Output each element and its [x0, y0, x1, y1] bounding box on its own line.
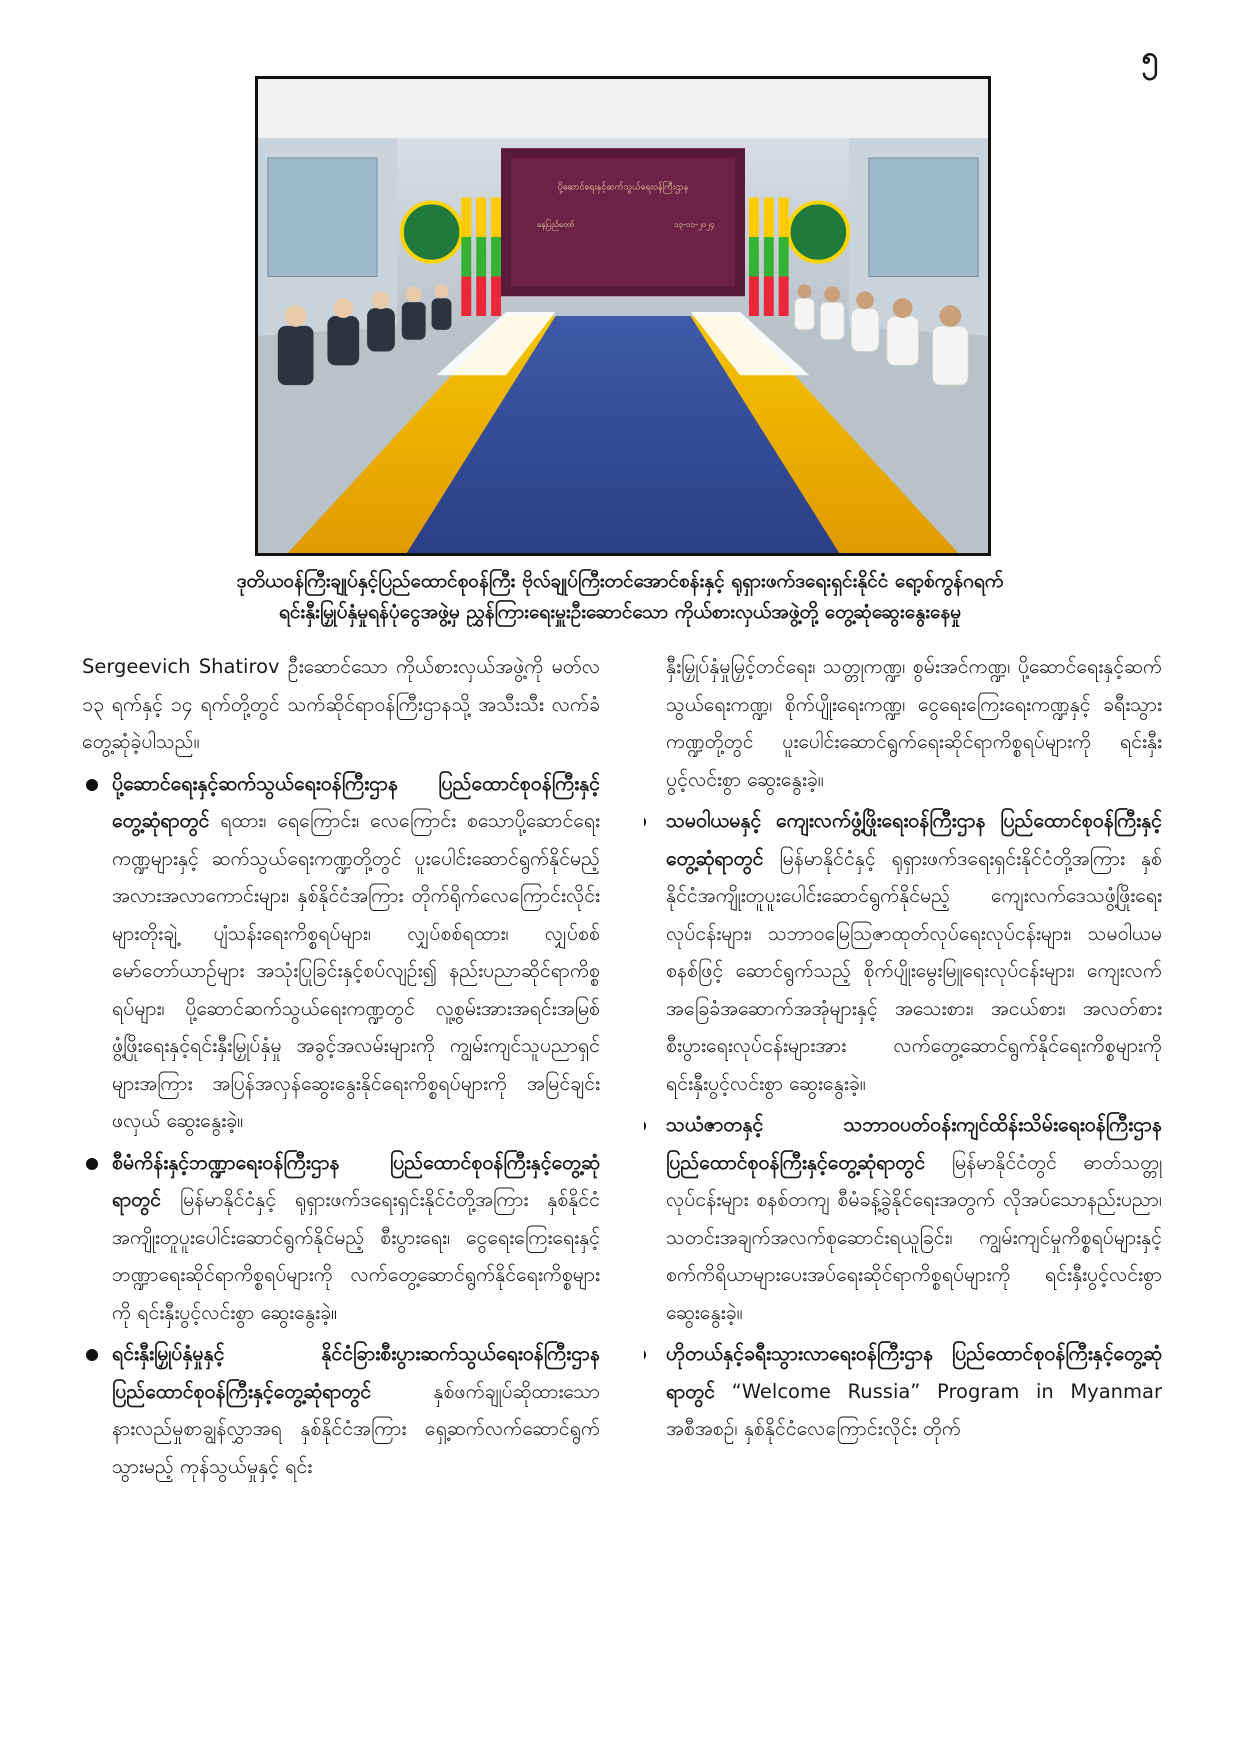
list-item	[644, 1335, 1162, 1448]
bullet-icon	[644, 1349, 646, 1361]
continued-paragraph: နှီးမြှုပ်နှံမှုမြှင့်တင်ရေး၊ သတ္တုကဏ္ဍ၊ စွမ်းအင်ကဏ္ဍ၊ ပို့ဆောင်ရေးနှင့်ဆက်သွယ်ရေးကဏ္ဍ၊ စိုက်ပျိုးရေးကဏ္ဍ၊ ငွေရေးကြေးရေးကဏ္ဍနှင့် ခရီးသွားကဏ္ဍတို့တွင် ပူးပေါင်းဆောင်ရွက်ရေးဆိုင်ရာကိစ္စရပ်များကို ရင်းနှီးပွင့်လင်းစွာ ဆွေးနွေးခဲ့။	[666, 655, 1162, 791]
item-body: “Welcome Russia” Program in Myanmar အစီအစဉ်၊ နှစ်နိုင်ငံလေကြောင်းလိုင်း တိုက်	[666, 1379, 1162, 1440]
bullet-icon	[644, 816, 646, 828]
banner-date: ၁၃-၁၁-၂၀၂၄	[674, 220, 715, 230]
item-body: နှစ်ဖက်ချုပ်ဆိုထားသော နားလည်မှုစာချွန်လွှာအရ နှစ်နိုင်ငံအကြား ရှေ့ဆက်လက်ဆောင်ရွက်သွားမည့် ကုန်သွယ်မှုနှင့် ရင်း	[112, 1379, 600, 1478]
bullet-icon	[644, 1120, 646, 1132]
caption-line-1: ဒုတိယဝန်ကြီးချုပ်နှင့်ပြည်ထောင်စုဝန်ကြီး ဗိုလ်ချုပ်ကြီးတင်အောင်စန်းနှင့် ရုရှားဖက်ဒရေးရှင်းနိုင်ငံ ရော့စ်ကွန်ဂရက်	[236, 570, 1004, 592]
item-lead: ရင်းနှီးမြှုပ်နှံမှုနှင့် နိုင်ငံခြားစီးပွားဆက်သွယ်ရေးဝန်ကြီးဌာန ပြည်ထောင်စုဝန်ကြီးနှင့်တွေ့ဆုံရာတွင်	[112, 1342, 600, 1403]
list-item	[82, 765, 600, 1140]
page-number: ၅	[1141, 40, 1159, 75]
item-lead: ဟိုတယ်နှင့်ခရီးသွားလာရေးဝန်ကြီးဌာန ပြည်ထောင်စုဝန်ကြီးနှင့်တွေ့ဆုံရာတွင်	[666, 1342, 1162, 1403]
list-item	[644, 1106, 1162, 1331]
item-lead: စီမံကိန်းနှင့်ဘဏ္ဍာရေးဝန်ကြီးဌာန ပြည်ထောင်စုဝန်ကြီးနှင့်တွေ့ဆုံရာတွင်	[112, 1150, 600, 1211]
item-lead: ပို့ဆောင်ရေးနှင့်ဆက်သွယ်ရေးဝန်ကြီးဌာန ပြည်ထောင်စုဝန်ကြီးနှင့်တွေ့ဆုံရာတွင်	[112, 771, 600, 832]
intro-paragraph: Sergeevich Shatirov ဦးဆောင်သော ကိုယ်စားလှယ်အဖွဲ့ကို မတ်လ ၁၃ ရက်နှင့် ၁၄ ရက်တို့တွင် သက်ဆိုင်ရာဝန်ကြီးဌာနသို့ အသီးသီး လက်ခံတွေ့ဆုံခဲ့ပါသည်။	[82, 655, 600, 753]
item-body: ရထား၊ ရေကြောင်း၊ လေကြောင်း စသောပို့ဆောင်ရေးကဏ္ဍများနှင့် ဆက်သွယ်ရေးကဏ္ဍတို့တွင် ပူးပေါင်းဆောင်ရွက်နိုင်မည့် အလားအလာကောင်းများ၊ နှစ်နိုင်ငံအကြား တိုက်ရိုက်လေကြောင်းလိုင်းများတိုးချဲ့ ပျံသန်းရေးကိစ္စရပ်များ၊ လျှပ်စစ်ရထား၊ လျှပ်စစ်မော်တော်ယာဉ်များ အသုံးပြုခြင်းနှင့်စပ်လျဉ်း၍ နည်းပညာဆိုင်ရာကိစ္စရပ်များ၊ ပို့ဆောင်ဆက်သွယ်ရေးကဏ္ဍတွင် လူ့စွမ်းအားအရင်းအမြစ် ဖွံ့ဖြိုးရေးနှင့်ရင်းနှီးမြှုပ်နှံမှု အခွင့်အလမ်းများကို ကျွမ်းကျင်သူပညာရှင်များအကြား အပြန်အလှန်ဆွေးနွေးနိုင်ရေးကိစ္စရပ်များကို အမြင်ချင်းဖလှယ် ဆွေးနွေးခဲ့။	[112, 809, 600, 1132]
banner-title: ပို့ဆောင်ရေးနှင့်ဆက်သွယ်ရေးဝန်ကြီးဌာန	[557, 182, 689, 193]
item-body: မြန်မာနိုင်ငံနှင့် ရုရှားဖက်ဒရေးရှင်းနိုင်ငံတို့အကြား နှစ်နိုင်ငံအကျိုးတူပူးပေါင်းဆောင်ရွက်နိုင်မည့် ကျေးလက်ဒေသဖွံ့ဖြိုးရေးလုပ်ငန်းများ၊ သဘာဝမြေဩဇာထုတ်လုပ်ရေးလုပ်ငန်းများ၊ သမဝါယမစနစ်ဖြင့် ဆောင်ရွက်သည့် စိုက်ပျိုးမွေးမြူရေးလုပ်ငန်းများ၊ ကျေးလက်အခြေခံအဆောက်အအုံများနှင့် အသေးစား၊ အငယ်စား၊ အလတ်စားစီးပွားရေးလုပ်ငန်းများအား လက်တွေ့ဆောင်ရွက်နိုင်ရေးကိစ္စများကို ရင်းနှီးပွင့်လင်းစွာ ဆွေးနွေးခဲ့။	[666, 846, 1162, 1095]
item-lead: သမဝါယမနှင့် ကျေးလက်ဖွံ့ဖြိုးရေးဝန်ကြီးဌာန ပြည်ထောင်စုဝန်ကြီးနှင့်တွေ့ဆုံရာတွင်	[666, 809, 1162, 870]
banner-location: နေပြည်တော်	[536, 220, 575, 230]
meeting-room-photo-icon	[258, 79, 988, 553]
right-column	[644, 648, 1162, 1688]
item-body: မြန်မာနိုင်ငံတွင် ဓာတ်သတ္တုလုပ်ငန်းများ စနစ်တကျ စီမံခန့်ခွဲနိုင်ရေးအတွက် လိုအပ်သောနည်းပညာ၊ သတင်းအချက်အလက်စုဆောင်းရယူခြင်း၊ ကျွမ်းကျင်မှုကိစ္စရပ်များနှင့် စက်ကိရိယာများပေးအပ်ရေးဆိုင်ရာကိစ္စရပ်များကို ရင်းနှီးပွင့်လင်းစွာဆွေးနွေးခဲ့။	[666, 1150, 1162, 1324]
bullet-icon	[86, 1349, 98, 1361]
list-item	[644, 802, 1162, 1102]
list-item	[82, 1335, 600, 1485]
left-column	[82, 648, 600, 1688]
meeting-photo	[255, 76, 991, 556]
item-body: မြန်မာနိုင်ငံနှင့် ရုရှားဖက်ဒရေးရှင်းနိုင်ငံတို့အကြား နှစ်နိုင်ငံအကျိုးတူပူးပေါင်းဆောင်ရွက်နိုင်မည့် စီးပွားရေး၊ ငွေရေးကြေးရေးနှင့် ဘဏ္ဍာရေးဆိုင်ရာကိစ္စရပ်များကို လက်တွေ့ဆောင်ရွက်နိုင်ရေးကိစ္စများကို ရင်းနှီးပွင့်လင်းစွာ ဆွေးနွေးခဲ့။	[112, 1188, 600, 1324]
caption-line-2: ရင်းနှီးမြှုပ်နှံမှုရန်ပုံငွေအဖွဲ့မှ ညွှန်ကြားရေးမှူးဦးဆောင်သော ကိုယ်စားလှယ်အဖွဲ့တို့ တွေ့ဆုံဆွေးနွေးနေမှု	[278, 601, 962, 623]
bullet-icon	[86, 779, 98, 791]
photo-caption	[120, 566, 1120, 628]
item-lead: သယံဇာတနှင့် သဘာဝပတ်ဝန်းကျင်ထိန်းသိမ်းရေးဝန်ကြီးဌာန ပြည်ထောင်စုဝန်ကြီးနှင့်တွေ့ဆုံရာတွင်	[666, 1113, 1162, 1174]
bullet-icon	[86, 1158, 98, 1170]
list-item	[82, 1144, 600, 1332]
